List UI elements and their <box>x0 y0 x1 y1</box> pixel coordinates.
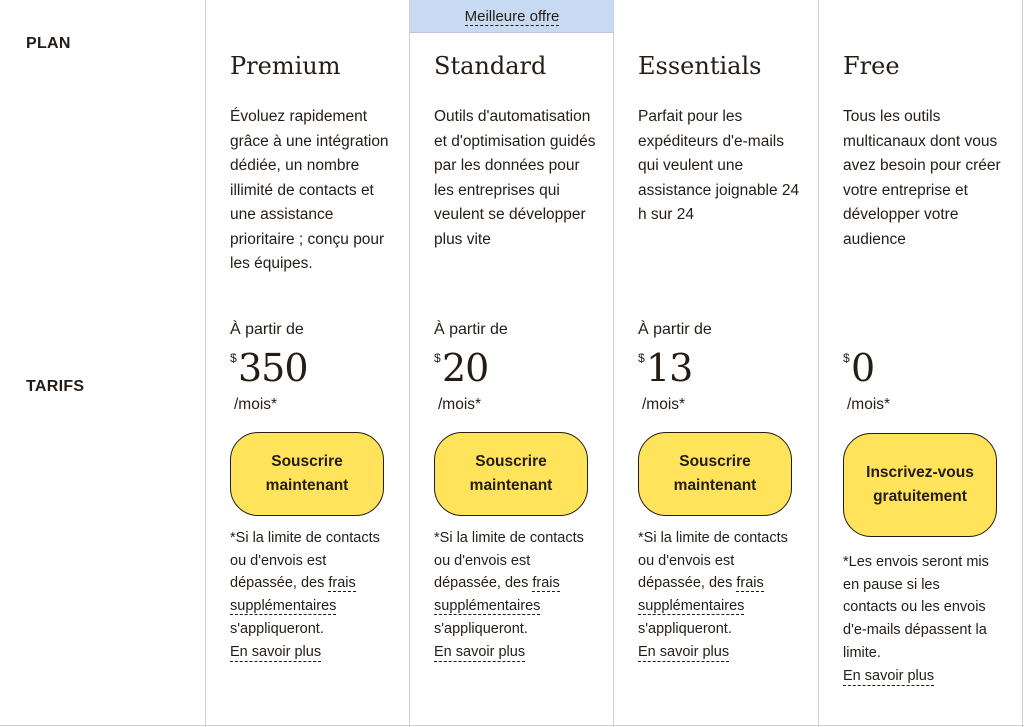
signup-free-button[interactable]: Inscrivez-vous gratuitement <box>843 433 997 537</box>
subscribe-button[interactable]: Souscrire maintenant <box>434 432 588 516</box>
extra-fees-link[interactable]: frais supplémentaires <box>638 575 764 615</box>
price-amount: 350 <box>238 346 308 390</box>
note-text: *Si la limite de contacts ou d'envois est dépassée, des <box>638 530 788 592</box>
best-offer-badge <box>410 0 614 33</box>
plan-column-essentials <box>614 0 818 727</box>
plan-description: Évoluez rapidement grâce à une intégration dédiée, un nombre illimité de contacts et une assistance prioritaire ; conçu pour les équipes. <box>230 108 389 272</box>
plan-description: Tous les outils multicanaux dont vous avez besoin pour créer votre entreprise et développer votre audience <box>843 108 1001 248</box>
overage-note <box>434 527 598 641</box>
plan-column-standard <box>410 0 614 727</box>
currency-symbol: $ <box>843 351 850 365</box>
plan-column-premium <box>206 0 410 727</box>
learn-more-link[interactable]: En savoir plus <box>638 644 730 660</box>
extra-fees-link[interactable]: frais supplémentaires <box>434 575 560 615</box>
plan-name: Free <box>843 52 900 80</box>
plan-name: Standard <box>434 52 547 80</box>
note-text-end: s'appliqueront. <box>638 620 732 637</box>
plan-column-free <box>819 0 1023 727</box>
price-from-label: À partir de <box>230 321 304 338</box>
price-amount: 0 <box>851 346 875 390</box>
price-amount: 13 <box>646 346 693 390</box>
plan-name: Essentials <box>638 52 762 80</box>
note-text-end: s'appliqueront. <box>230 620 324 637</box>
price-period: /mois* <box>847 396 891 413</box>
currency-symbol: $ <box>230 351 237 365</box>
currency-symbol: $ <box>434 351 441 365</box>
row-label-tarifs: TARIFS <box>26 378 85 395</box>
plan-name: Premium <box>230 52 341 80</box>
plan-description: Outils d'automatisation et d'optimisation guidés par les données pour les entreprises qui veulent se développer plus vite <box>434 108 596 248</box>
note-text-end: s'appliqueront. <box>434 620 528 637</box>
learn-more-link[interactable]: En savoir plus <box>434 644 526 660</box>
learn-more-link[interactable]: En savoir plus <box>843 668 935 684</box>
price-amount: 20 <box>442 346 489 390</box>
extra-fees-link[interactable]: frais supplémentaires <box>230 575 356 615</box>
price-from-label: À partir de <box>434 321 508 338</box>
price-period: /mois* <box>234 396 278 413</box>
price-from-label: À partir de <box>638 321 712 338</box>
overage-note <box>230 527 394 641</box>
learn-more-link[interactable]: En savoir plus <box>230 644 322 660</box>
row-label-plan: PLAN <box>26 35 71 52</box>
subscribe-button[interactable]: Souscrire maintenant <box>230 432 384 516</box>
limit-note: *Les envois seront mis en pause si les contacts ou les envois d'e-mails dépassent la limite. <box>843 554 989 661</box>
price-period: /mois* <box>642 396 686 413</box>
subscribe-button[interactable]: Souscrire maintenant <box>638 432 792 516</box>
plan-description: Parfait pour les expéditeurs d'e-mails qui veulent une assistance joignable 24 h sur 24 <box>638 108 800 223</box>
overage-note <box>638 527 802 641</box>
currency-symbol: $ <box>638 351 645 365</box>
best-offer-label: Meilleure offre <box>464 8 560 25</box>
note-text: *Si la limite de contacts ou d'envois est dépassée, des <box>230 530 380 592</box>
price-period: /mois* <box>438 396 482 413</box>
note-text: *Si la limite de contacts ou d'envois est dépassée, des <box>434 530 584 592</box>
